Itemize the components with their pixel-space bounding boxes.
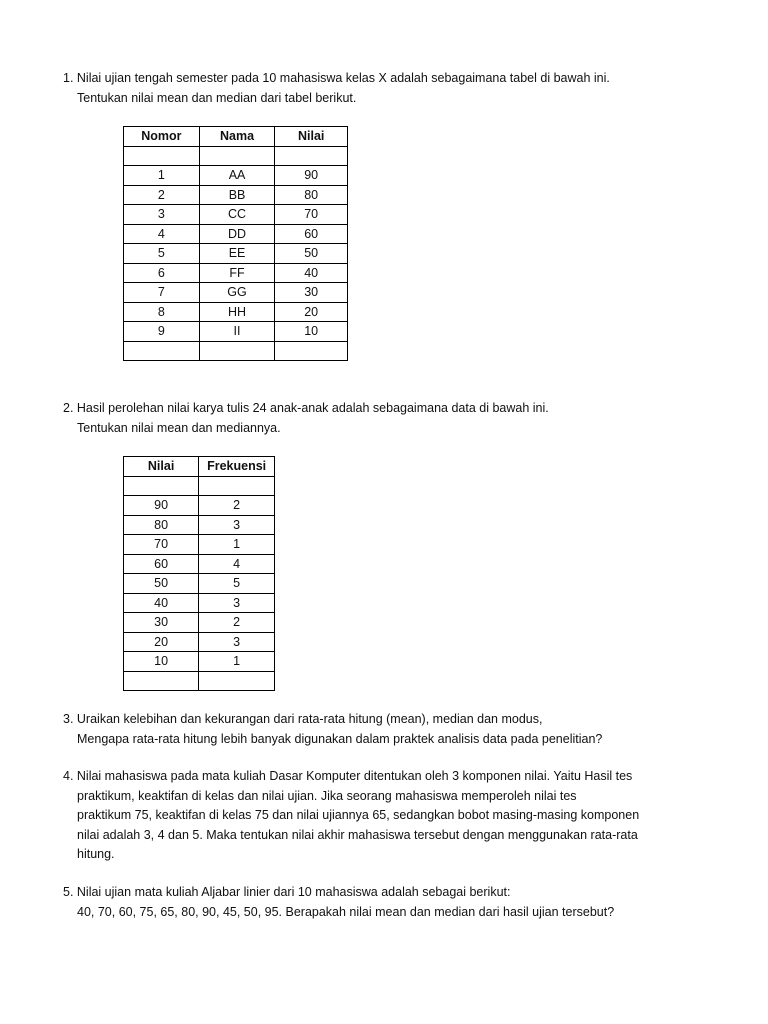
table-cell: 50 xyxy=(275,244,348,264)
question-4-line-3: praktikum 75, keaktifan di kelas 75 dan nilai ujiannya 65, sedangkan bobot masing-masing komponen xyxy=(77,808,640,822)
grades-table xyxy=(123,126,348,361)
table-row xyxy=(124,244,348,264)
table-cell xyxy=(124,476,199,496)
table-row xyxy=(124,515,275,535)
table-row xyxy=(124,185,348,205)
table-cell: 70 xyxy=(124,535,199,555)
table-cell: GG xyxy=(199,283,275,303)
table-cell: AA xyxy=(199,166,275,186)
question-4-line-5: hitung. xyxy=(77,847,115,861)
table-cell: 3 xyxy=(199,632,275,652)
table-cell: 70 xyxy=(275,205,348,225)
table-row xyxy=(124,593,275,613)
question-1-line-1: 1. Nilai ujian tengah semester pada 10 mahasiswa kelas X adalah sebagaimana tabel di bawah ini. xyxy=(63,71,610,85)
table-cell: 2 xyxy=(124,185,200,205)
table-cell: 8 xyxy=(124,302,200,322)
table-cell: 3 xyxy=(199,515,275,535)
table-cell: 30 xyxy=(124,613,199,633)
question-4 xyxy=(63,767,723,865)
table-cell: HH xyxy=(199,302,275,322)
table-cell: 40 xyxy=(275,263,348,283)
question-1-line-2: Tentukan nilai mean dan median dari tabel berikut. xyxy=(77,90,357,105)
table-cell xyxy=(275,146,348,166)
table-row xyxy=(124,652,275,672)
table-cell: 30 xyxy=(275,283,348,303)
table-cell: 20 xyxy=(124,632,199,652)
table-cell: 1 xyxy=(199,652,275,672)
table-cell: 10 xyxy=(275,322,348,342)
table-row xyxy=(124,496,275,516)
table-cell: 80 xyxy=(275,185,348,205)
table-cell: 90 xyxy=(275,166,348,186)
table-cell: 50 xyxy=(124,574,199,594)
table-cell: 4 xyxy=(124,224,200,244)
question-4-line-4: nilai adalah 3, 4 dan 5. Maka tentukan nilai akhir mahasiswa tersebut dengan menggunakan rata-rata xyxy=(77,827,638,842)
table-cell xyxy=(199,671,275,691)
question-2 xyxy=(63,399,723,438)
table-row xyxy=(124,632,275,652)
header-nama: Nama xyxy=(199,127,275,147)
table-cell: 60 xyxy=(275,224,348,244)
header-nilai: Nilai xyxy=(275,127,348,147)
table-row xyxy=(124,476,275,496)
table-cell xyxy=(199,341,275,361)
header-nomor: Nomor xyxy=(124,127,200,147)
table-row xyxy=(124,205,348,225)
table-cell: 20 xyxy=(275,302,348,322)
table-cell: 90 xyxy=(124,496,199,516)
table-cell: 9 xyxy=(124,322,200,342)
table-cell: 40 xyxy=(124,593,199,613)
question-3 xyxy=(63,710,723,749)
table-row xyxy=(124,302,348,322)
table-row xyxy=(124,671,275,691)
question-2-line-2: Tentukan nilai mean dan mediannya. xyxy=(77,420,281,435)
table-cell: BB xyxy=(199,185,275,205)
table-row xyxy=(124,613,275,633)
table-cell: 3 xyxy=(199,593,275,613)
table-row xyxy=(124,322,348,342)
table-row xyxy=(124,554,275,574)
table-cell xyxy=(275,341,348,361)
table-cell: 5 xyxy=(124,244,200,264)
question-5-line-1: 5. Nilai ujian mata kuliah Aljabar linier dari 10 mahasiswa adalah sebagai berikut: xyxy=(63,885,511,899)
table-cell xyxy=(124,671,199,691)
table-row xyxy=(124,341,348,361)
table-cell: 4 xyxy=(199,554,275,574)
question-5-line-2: 40, 70, 60, 75, 65, 80, 90, 45, 50, 95. Berapakah nilai mean dan median dari hasil ujian tersebut? xyxy=(77,904,615,919)
table-cell: 7 xyxy=(124,283,200,303)
header-frekuensi: Frekuensi xyxy=(199,457,275,477)
question-4-line-1: 4. Nilai mahasiswa pada mata kuliah Dasar Komputer ditentukan oleh 3 komponen nilai. Yaitu Hasil tes xyxy=(63,769,633,783)
table-cell xyxy=(199,146,275,166)
table-cell xyxy=(199,476,275,496)
question-2-line-1: 2. Hasil perolehan nilai karya tulis 24 anak-anak adalah sebagaimana data di bawah ini. xyxy=(63,401,549,415)
question-3-line-1: 3. Uraikan kelebihan dan kekurangan dari rata-rata hitung (mean), median dan modus, xyxy=(63,712,543,726)
table-cell: 1 xyxy=(124,166,200,186)
table-cell: 2 xyxy=(199,496,275,516)
table-row xyxy=(124,166,348,186)
table-cell: 10 xyxy=(124,652,199,672)
table-cell: 2 xyxy=(199,613,275,633)
table-cell: 3 xyxy=(124,205,200,225)
table-cell: 60 xyxy=(124,554,199,574)
table-cell: 1 xyxy=(199,535,275,555)
table-cell: 6 xyxy=(124,263,200,283)
table-cell: 80 xyxy=(124,515,199,535)
question-1 xyxy=(63,69,723,108)
table-row xyxy=(124,574,275,594)
table-row xyxy=(124,146,348,166)
question-5 xyxy=(63,883,723,922)
table-cell: DD xyxy=(199,224,275,244)
header-nilai: Nilai xyxy=(124,457,199,477)
table-row xyxy=(124,283,348,303)
table-header-row xyxy=(124,127,348,147)
table-cell: CC xyxy=(199,205,275,225)
question-3-line-2: Mengapa rata-rata hitung lebih banyak digunakan dalam praktek analisis data pada penelitian? xyxy=(77,731,603,746)
table-cell: II xyxy=(199,322,275,342)
table-row xyxy=(124,535,275,555)
table-cell: 5 xyxy=(199,574,275,594)
table-cell xyxy=(124,146,200,166)
table-cell: EE xyxy=(199,244,275,264)
table-cell: FF xyxy=(199,263,275,283)
frequency-table xyxy=(123,456,275,691)
table-row xyxy=(124,263,348,283)
table-cell xyxy=(124,341,200,361)
question-4-line-2: praktikum, keaktifan di kelas dan nilai ujian. Jika seorang mahasiswa memperoleh nilai tes xyxy=(77,788,577,803)
table-row xyxy=(124,224,348,244)
table-header-row xyxy=(124,457,275,477)
